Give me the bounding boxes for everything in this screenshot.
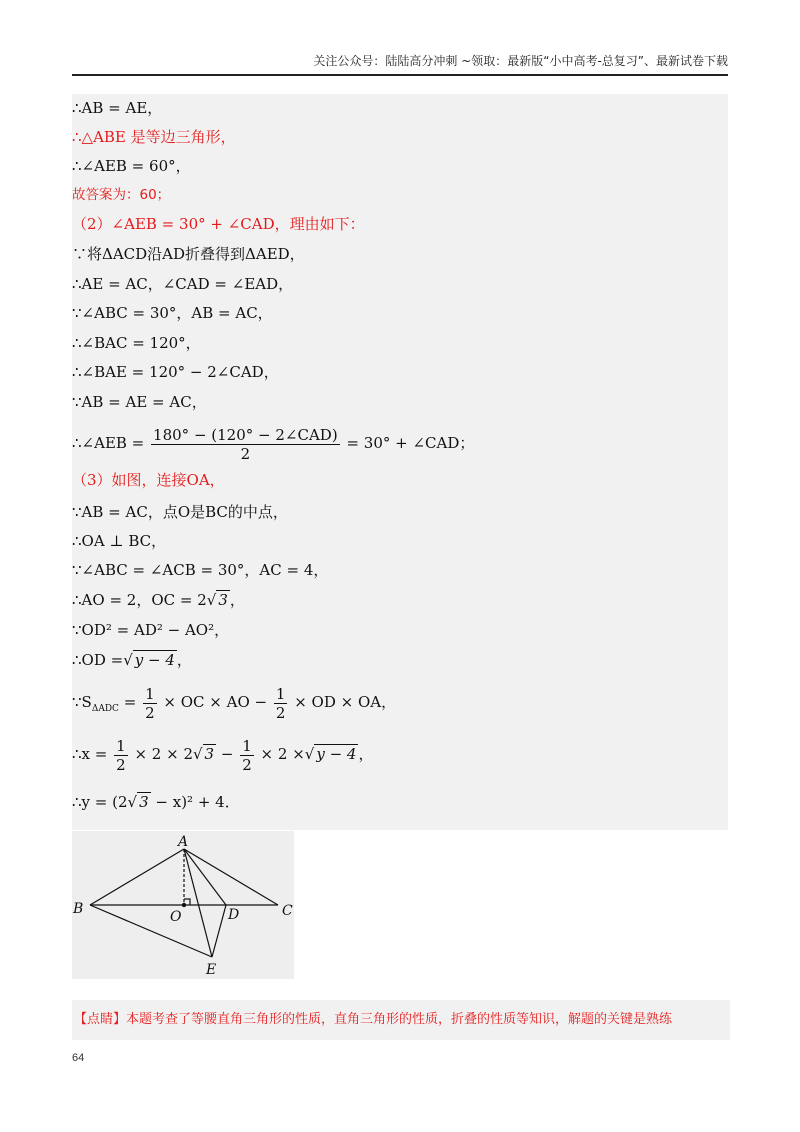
line-22-end: − x)² + 4． xyxy=(150,793,240,811)
sqrt-expression: √ y − 4 xyxy=(304,745,357,763)
fraction-numerator: 180° − (120° − 2∠CAD) xyxy=(153,425,338,444)
solution-line-7: ∴AE = AC，∠CAD = ∠EAD， xyxy=(72,275,294,293)
solution-panel xyxy=(72,94,728,830)
solution-line-2: ∴△ABE 是等边三角形， xyxy=(72,128,236,146)
page-header: 关注公众号：陆陆高分冲刺 ~领取：最新版“小中高考-总复习”、最新试卷下载 xyxy=(72,52,728,76)
solution-line-18: ∵OD² = AD² − AO²， xyxy=(72,621,230,639)
point-o xyxy=(182,903,186,907)
fraction-half xyxy=(143,685,157,722)
equals-sign: = xyxy=(118,693,137,711)
line-21-term-a: × 2 × 2 xyxy=(134,745,193,763)
fraction-numerator: 1 xyxy=(145,684,155,703)
solution-line-6: ∵将ΔACD沿AD折叠得到ΔAED， xyxy=(72,245,305,263)
line-20-term-b: × OD × OA， xyxy=(294,693,397,711)
label-d: D xyxy=(228,907,240,923)
page-number: 64 xyxy=(72,1052,85,1064)
fraction-half xyxy=(240,737,254,774)
fraction-denominator: 2 xyxy=(116,755,126,774)
solution-line-3: ∴∠AEB = 60°， xyxy=(72,157,191,175)
radicand: 3 xyxy=(218,591,228,609)
line-21-end: ， xyxy=(358,745,374,763)
segment-be xyxy=(90,905,212,957)
solution-line-21 xyxy=(72,734,728,774)
solution-line-12 xyxy=(72,424,728,463)
label-b: B xyxy=(73,901,84,917)
solution-line-17 xyxy=(72,590,728,610)
solution-line-10: ∴∠BAE = 120° − 2∠CAD， xyxy=(72,363,279,381)
solution-line-19 xyxy=(72,650,728,670)
line-19-end: ， xyxy=(176,651,192,669)
line-20-term-a: × OC × AO − xyxy=(163,693,268,711)
solution-line-16: ∵∠ABC = ∠ACB = 30°，AC = 4， xyxy=(72,561,329,579)
fraction-denominator: 2 xyxy=(242,755,252,774)
solution-line-1: ∴AB = AE， xyxy=(72,99,163,117)
line-21-term-c: × 2 × xyxy=(260,745,305,763)
solution-line-15: ∴OA ⊥ BC， xyxy=(72,532,167,550)
solution-line-8: ∵∠ABC = 30°，AB = AC， xyxy=(72,304,273,322)
solution-line-22 xyxy=(72,792,728,812)
sqrt-expression: √ 3 xyxy=(127,793,149,811)
segment-de xyxy=(212,905,226,957)
line-12-lhs: ∴∠AEB = xyxy=(72,434,145,452)
sqrt-expression: √ 3 xyxy=(206,591,228,609)
label-a: A xyxy=(178,834,189,850)
segment-ab xyxy=(90,849,184,905)
solution-line-9: ∴∠BAC = 120°， xyxy=(72,334,201,352)
comment-note: 【点睛】本题考查了等腰直角三角形的性质，直角三角形的性质，折叠的性质等知识，解题的关键是熟练 xyxy=(72,1000,730,1040)
fraction-denominator: 2 xyxy=(145,703,155,722)
label-o: O xyxy=(170,909,182,925)
solution-line-20 xyxy=(72,682,728,729)
triangle-diagram xyxy=(72,831,294,979)
solution-line-11: ∵AB = AE = AC， xyxy=(72,393,207,411)
segment-ad xyxy=(184,849,226,905)
fraction-numerator: 1 xyxy=(275,684,286,703)
fraction-numerator: 1 xyxy=(116,736,126,755)
sqrt-expression: √ y − 4 xyxy=(123,651,175,669)
solution-line-13: （3）如图，连接OA， xyxy=(72,471,225,489)
fraction xyxy=(151,426,340,463)
radicand: y − 4 xyxy=(316,745,357,763)
fraction-numerator: 1 xyxy=(242,736,252,755)
radicand: 3 xyxy=(204,745,215,763)
line-17-text: ∴AO = 2，OC = 2 xyxy=(72,591,207,609)
fraction-half xyxy=(274,685,288,722)
sqrt-expression: √ 3 xyxy=(192,745,215,763)
line-21-text: ∴x = xyxy=(72,745,108,763)
solution-line-14: ∵AB = AC，点O是BC的中点， xyxy=(72,503,288,521)
segment-ae xyxy=(184,849,212,957)
fraction-denominator: 2 xyxy=(275,703,286,722)
label-c: C xyxy=(282,903,293,919)
line-22-text: ∴y = (2 xyxy=(72,793,128,811)
solution-line-4: 故答案为：60； xyxy=(72,187,171,203)
geometry-figure xyxy=(72,831,294,979)
radicand: y − 4 xyxy=(134,651,175,669)
radicand: 3 xyxy=(139,793,149,811)
fraction-half xyxy=(114,737,128,774)
label-e: E xyxy=(206,962,217,978)
line-19-text: ∴OD = xyxy=(72,651,124,669)
solution-line-5: （2）∠AEB = 30° + ∠CAD，理由如下： xyxy=(72,215,365,233)
line-17-end: ， xyxy=(229,591,245,609)
line-12-rhs: = 30° + ∠CAD； xyxy=(346,434,475,452)
fraction-denominator: 2 xyxy=(240,444,251,463)
segment-ac xyxy=(184,849,278,905)
minus-sign: − xyxy=(216,745,234,763)
line-20-text: ∵S xyxy=(72,693,92,711)
area-subscript: ΔADC xyxy=(91,704,119,714)
